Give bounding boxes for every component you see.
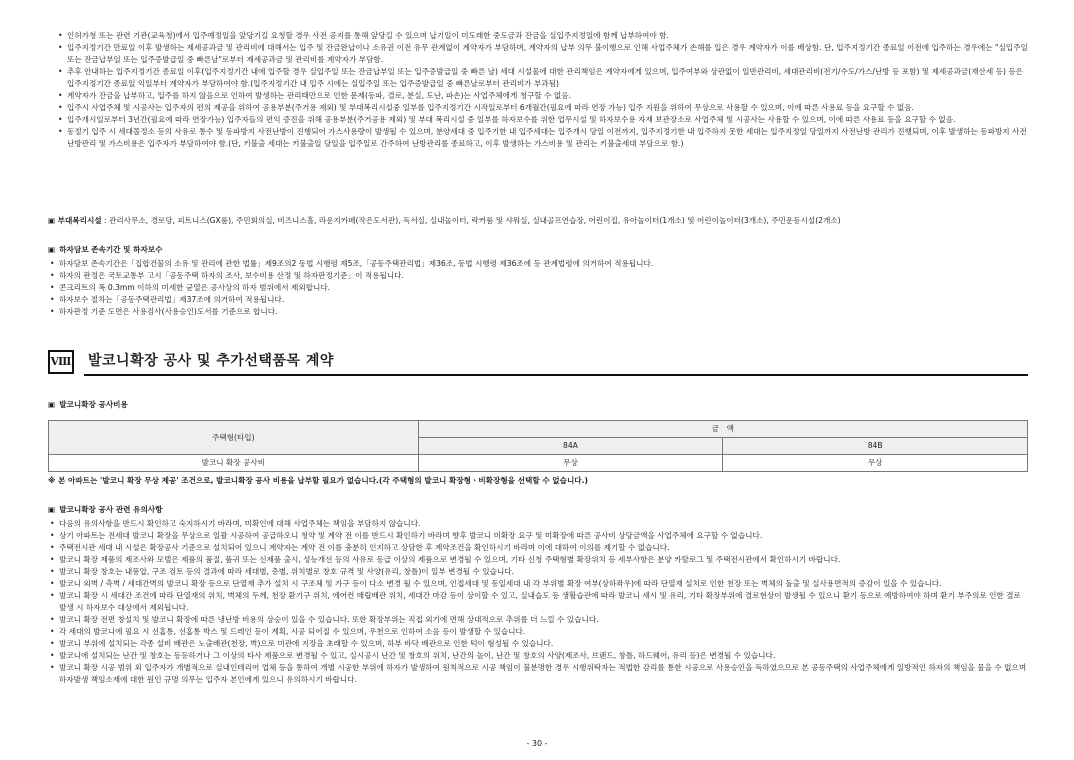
square-bullet-icon: ▣ bbox=[48, 400, 56, 409]
table-cell: 무상 bbox=[723, 455, 1028, 472]
list-item: • 하자담보 존속기간은「집합건물의 소유 및 관리에 관한 법률」제9조의2 동법 시행령 제5조,「공동주택관리법」제36조, 동법 시행령 제36조에 등 관계법령에 의거하여 적용됩니다. bbox=[48, 258, 1028, 270]
balcony-notes-section bbox=[48, 504, 1028, 686]
list-item: • 발코니에 설치되는 난간 및 창호는 동등하거나 그 이상의 타사 제품으로 변경될 수 있고, 실시공시 난간 및 창호의 위치, 난간의 높이, 난간 및 창호의 사양(제조사, 브랜드, 창틀, 하드웨어, 유리 등)은 변경될 수 있습니다. bbox=[48, 650, 1028, 662]
move-in-terms-list bbox=[56, 30, 1028, 150]
list-item: • 입주시 사업주체 및 시공사는 입주자의 편의 제공을 위하여 공용부분(주거용 제외) 및 부대복리시설중 일부를 입주지정기간 시작일로부터 6개월간(필요에 따라 연장 가능) 입주 지원을 위하여 무상으로 사용할 수 있으며, 이에 따른 사용료 등을 요구할 수 없음. bbox=[56, 102, 1028, 114]
list-item: • 발코니 확장 전면 창설치 및 발코니 확장에 따른 냉난방 비용의 상승이 있을 수 있습니다. 또한 확장부위는 직접 외기에 면해 상대적으로 추위를 더 느낄 수 있습니다. bbox=[48, 614, 1028, 626]
table-header-cell: 금 액 bbox=[418, 421, 1027, 438]
welfare-label: 부대복리시설 bbox=[57, 216, 102, 225]
section-heading bbox=[48, 244, 1028, 256]
table-header-cell: 주택형(타입) bbox=[49, 421, 419, 455]
list-item: • 발코니 확장 시 세대간 조건에 따라 단열재의 위치, 벽체의 두께, 천장 환기구 위치, 에어컨 매립배관 위치, 세대간 마감 등이 상이할 수 있고, 실내습도 등 생활습관에 따라 발코니 새시 및 유리, 기타 확장부위에 결로현상이 발생될 수 있으니 환기 등으로 예방하여야 하며 환기 부주의로 인한 결로 발생 시 하자보수 대상에서 제외됩니다. bbox=[48, 590, 1028, 614]
list-item: • 다음의 유의사항을 반드시 확인하고 숙지하시기 바라며, 미확인에 대해 사업주체는 책임을 부담하지 않습니다. bbox=[48, 518, 1028, 530]
defect-list bbox=[48, 258, 1028, 318]
list-item: • 발코니 확장 시공 범위 외 입주자가 개별적으로 실내인테리어 업체 등을 통하여 개별 시공한 부위에 하자가 발생하여 원칙적으로 시공 책임이 불분명한 경우 시행위탁자는 적법한 감리를 통한 시공으로 사용승인을 득하였으므로 본 공동주택의 사업주체에게 일방적인 하자의 책임을 물을 수 없으며 하자발생 책임소재에 대한 원인 규명 의무는 입주자 본인에게 있으니 유의하시기 바랍니다. bbox=[48, 662, 1028, 686]
chapter-header bbox=[48, 348, 1028, 376]
list-item: • 콘크리트의 폭 0.3mm 이하의 미세한 균열은 공사상의 하자 범위에서 제외합니다. bbox=[48, 282, 1028, 294]
square-bullet-icon: ▣ bbox=[48, 505, 56, 514]
list-item: • 발코니 외벽 / 측벽 / 세대간벽의 발코니 확장 등으로 단열재 추가 설치 시 구조체 및 가구 등이 다소 변경 될 수 있으며, 인접세대 및 동일세대 내 각 부위별 확장 여부(상하좌우)에 따라 단열재 설치로 인한 천장 또는 벽체의 돌출 및 실사용면적의 증감이 있을 수 있습니다. bbox=[48, 578, 1028, 590]
section-heading-text: 발코니확장 공사비용 bbox=[59, 400, 128, 409]
list-item: • 추후 안내하는 입주지정기간 종료일 이후(입주지정기간 내에 입주할 경우 실입주일 또는 잔금납부일 또는 입주증발급일 중 빠른 날) 세대 시설물에 대한 관리책임은 계약자에게 있으며, 입주여부와 상관없이 일반관리비, 세대관리비(전기/수도/가스/난방 등 포함) 및 제세공과금(재산세 등) 등은 입주지정기간 종료일 익일부터 계약자가 부담하여야 함.(입주지정기간 내 입주 시에는 실입주일 또는 입주증발급일 중 빠른날로부터 관리비가 부과됨) bbox=[56, 66, 1028, 90]
list-item: • 발코니 부위에 설치되는 각종 설비 배관은 노출배관(천장, 벽)으로 미관에 지장을 초래할 수 있으며, 하부 바닥 배관으로 인한 턱이 형성될 수 있습니다. bbox=[48, 638, 1028, 650]
list-item: • 입주지정기간 만료일 이후 발생하는 제세공과금 및 관리비에 대해서는 입주 및 잔금완납이나 소유권 이전 유무 관계없이 계약자가 부담하며, 계약자의 납부 의무 불이행으로 인해 사업주체가 손해를 입은 경우 계약자가 이를 배상함. 단, 입주지정기간 종료일 이전에 입주하는 경우에는 "실입주일 또는 잔금납부일 또는 입주증발급일 중 빠른날"로부터 제세공과금 및 관리비를 계약자가 부담함. bbox=[56, 42, 1028, 66]
list-item: • 동절기 입주 시 세대몰정소 등의 사유로 통수 및 동파방지 사전난방이 진행되어 가스사용량이 발생될 수 있으며, 분양세대 중 입주기한 내 입주세대는 입주개시 당일 이전까지, 입주지정기한 내 입주하지 못한 세대는 입주지정일 당일까지 사전난방 관리가 진행되며, 이후 발생하는 동파방지 사전난방관리 및 가스비용은 입주자가 부담하여야 함.(단, 키불출 세대는 키불출일 당일을 입주일로 간주하여 난방관리를 종료하고, 이후 발생하는 가스비용 및 관리는 키불출세대 부담으로 함.) bbox=[56, 126, 1028, 150]
section-heading-text: 발코니확장 공사 관련 유의사항 bbox=[59, 505, 163, 514]
section-heading bbox=[48, 399, 1028, 411]
square-bullet-icon: ▣ bbox=[48, 216, 56, 225]
defect-warranty-section bbox=[48, 244, 1028, 318]
square-bullet-icon: ▣ bbox=[48, 245, 56, 254]
table-cell: 발코니 확장 공사비 bbox=[49, 455, 419, 472]
page-number: - 30 - bbox=[526, 739, 548, 748]
section-heading-text: 하자담보 존속기간 및 하자보수 bbox=[59, 245, 163, 254]
list-item: • 계약자가 잔금을 납부하고, 입주를 하지 않음으로 인하여 발생하는 관리태만으로 인한 문제(동파, 결로, 분실, 도난, 파손)는 사업주체에게 청구할 수 없음. bbox=[56, 90, 1028, 102]
chapter-number: Ⅷ bbox=[48, 350, 74, 374]
list-item: • 주택전시관 세대 내 시설은 확장공사 기준으로 설치되어 있으니 계약자는 계약 전 이를 충분히 인지하고 상담한 후 계약조건을 확인하시기 바라며 이에 대하여 이의를 제기할 수 없습니다. bbox=[48, 542, 1028, 554]
list-item: • 하자보수 절차는「공동주택관리법」제37조에 의거하여 적용됩니다. bbox=[48, 294, 1028, 306]
balcony-cost-table bbox=[48, 420, 1028, 472]
list-item: • 발코니 확장 창호는 내풍압, 구조 검토 등의 결과에 따라 세대별, 층별, 위치별로 창호 규격 및 사양(유리, 창틀)이 일부 변경될 수 있습니다. bbox=[48, 566, 1028, 578]
table-cell: 무상 bbox=[418, 455, 723, 472]
list-item: • 입주개시일로부터 3년간(필요에 따라 연장가능) 입주자들의 편익 증진을 위해 공용부분(주거공용 제외) 및 부대 복리시설 중 일부를 하자보수를 위한 업무시설 및 하자보수용 자재 보관장소로 사업주체 및 시공사는 사용할 수 있으며, 이에 따른 사용료 등을 요구할 수 없음. bbox=[56, 114, 1028, 126]
table-header-cell: 84A bbox=[418, 438, 723, 455]
list-item: • 하자판정 기준 도면은 사용검사(사용승인)도서를 기준으로 합니다. bbox=[48, 306, 1028, 318]
list-item: • 상기 아파트는 전세대 발코니 확장을 무상으로 일괄 시공하여 공급하오니 청약 및 계약 전 이를 반드시 확인하기 바라며 향후 발코니 미확장 요구 및 미확장에 따른 공사비 상당금액을 사업주체에 요구할 수 없습니다. bbox=[48, 530, 1028, 542]
list-item: • 발코니 확장 제품의 제조사와 모델은 제품의 품질, 품귀 또는 신제품 출시, 성능개선 등의 사유로 동급 이상의 제품으로 변경될 수 있으며, 기타 신청 주택형별 확장위치 등 세부사항은 분양 카탈로그 및 주택전시관에서 확인하시기 바랍니다. bbox=[48, 554, 1028, 566]
welfare-text: : 관리사무소, 경로당, 피트니스(GX룸), 주민회의실, 비즈니스홀, 라운지카페(작은도서관), 독서실, 실내놀이터, 락커룸 및 샤워실, 실내골프연습장, 어린이집, 유아놀이터(1개소) 및 어린이놀이터(3개소), 주민운동시설(2개소) bbox=[101, 216, 841, 225]
table-header-cell: 84B bbox=[723, 438, 1028, 455]
welfare-facilities bbox=[48, 215, 1028, 227]
free-balcony-note: ※ 본 아파트는 '발코니 확장 무상 제공' 조건으로, 발코니확장 공사 비용을 납부할 필요가 없습니다.(각 주택형의 발코니 확장형ㆍ비확장형을 선택할 수 없습니다.) bbox=[48, 476, 588, 485]
table-row bbox=[49, 455, 1028, 472]
list-item: • 인허가청 또는 관련 기관(교육청)에서 입주예정일을 앞당기길 요청할 경우 사전 공지를 통해 앞당길 수 있으며 납기일이 미도래한 중도금과 잔금을 실입주지정일에 함께 납부하여야 함. bbox=[56, 30, 1028, 42]
chapter-title: 발코니확장 공사 및 추가선택품목 계약 bbox=[84, 348, 1028, 376]
list-item: • 각 세대의 발코니에 필요 시 선홈통, 선홈통 박스 및 드레인 등이 계획, 시공 되어질 수 있으며, 우천으로 인하여 소음 등이 발생할 수 있습니다. bbox=[48, 626, 1028, 638]
section-heading bbox=[48, 504, 1028, 516]
balcony-notes-list bbox=[48, 518, 1028, 686]
table-row bbox=[49, 421, 1028, 438]
list-item: • 하자의 판정은 국토교통부 고시「공동주택 하자의 조사, 보수비용 산정 및 하자판정기준」이 적용됩니다. bbox=[48, 270, 1028, 282]
